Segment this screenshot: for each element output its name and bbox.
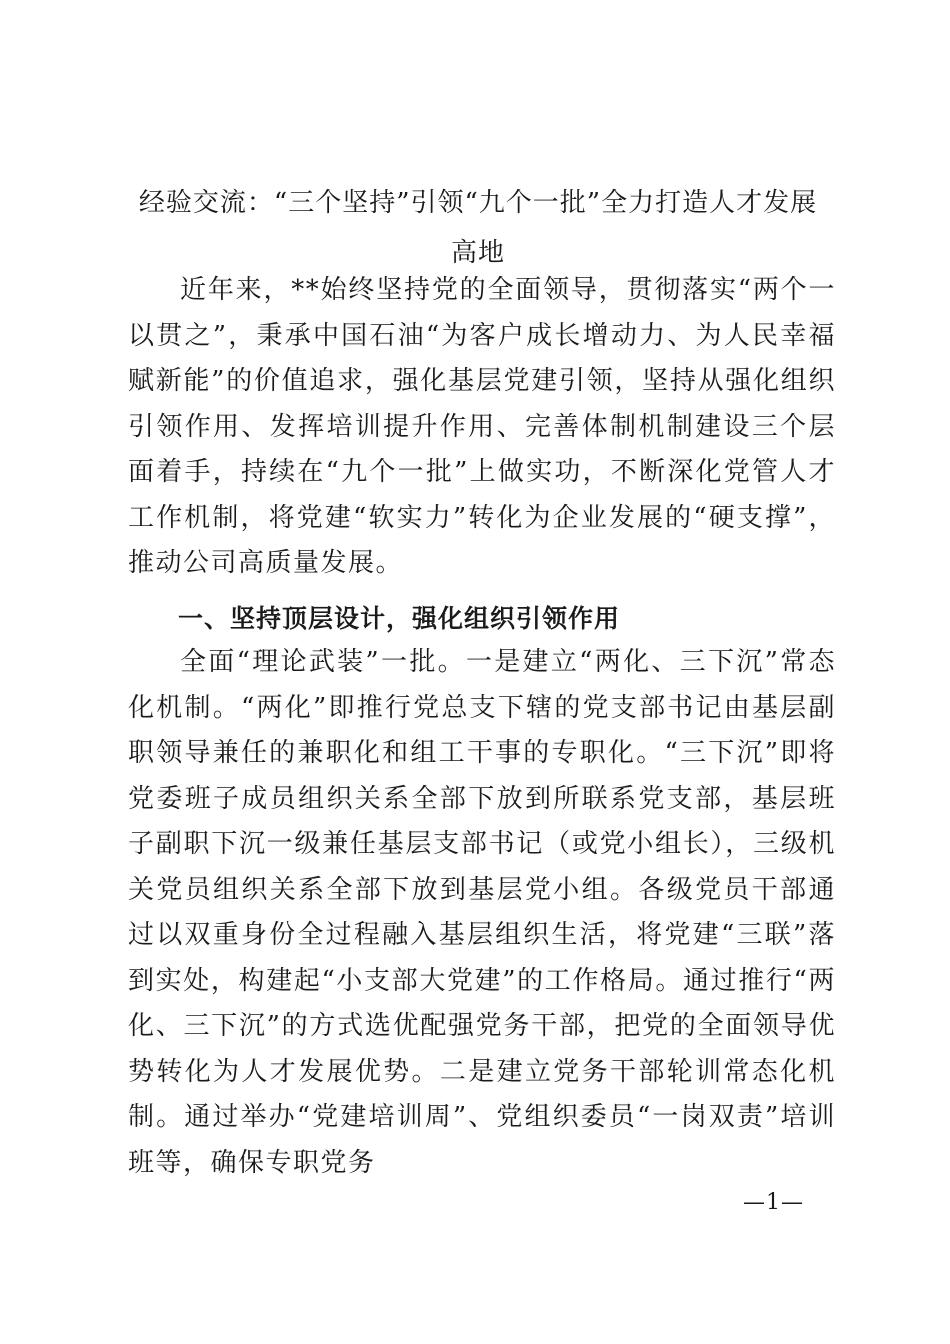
intro-paragraph: 近年来，**始终坚持党的全面领导，贯彻落实“两个一以贯之”，秉承中国石油“为客户成长增动力、为人民幸福赋新能”的价值追求，强化基层党建引领，坚持从强化组织引领作用、发挥培训提升作用、完善体制机制建设三个层面着手，持续在“九个一批”上做实功，不断深化党管人才工作机制，将党建“软实力”转化为企业发展的“硬支撑”，推动公司高质量发展。 xyxy=(128,275,836,578)
document-title: 经验交流：“三个坚持”引领“九个一批”全力打造人才发展高地 xyxy=(138,188,818,268)
section-heading: 一、坚持顶层设计，强化组织引领作用 xyxy=(178,604,621,633)
body-paragraph: 全面“理论武装”一批。一是建立“两化、三下沉”常态化机制。“两化”即推行党总支下辖的党支部书记由基层副职领导兼任的兼职化和组工干事的专职化。“三下沉”即将党委班子成员组织关系全部下放到所联系党支部，基层班子副职下沉一级兼任基层支部书记（或党小组长），三级机关党员组织关系全部下放到基层党小组。各级党员干部通过以双重身份全过程融入基层组织生活，将党建“三联”落到实处，构建起“小支部大党建”的工作格局。通过推行“两化、三下沉”的方式选优配强党务干部，把党的全面领导优势转化为人才发展优势。二是建立党务干部轮训常态化机制。通过举办“党建培训周”、党组织委员“一岗双责”培训班等，确保专职党务 xyxy=(128,647,836,1178)
page-number: —1— xyxy=(743,1190,804,1215)
